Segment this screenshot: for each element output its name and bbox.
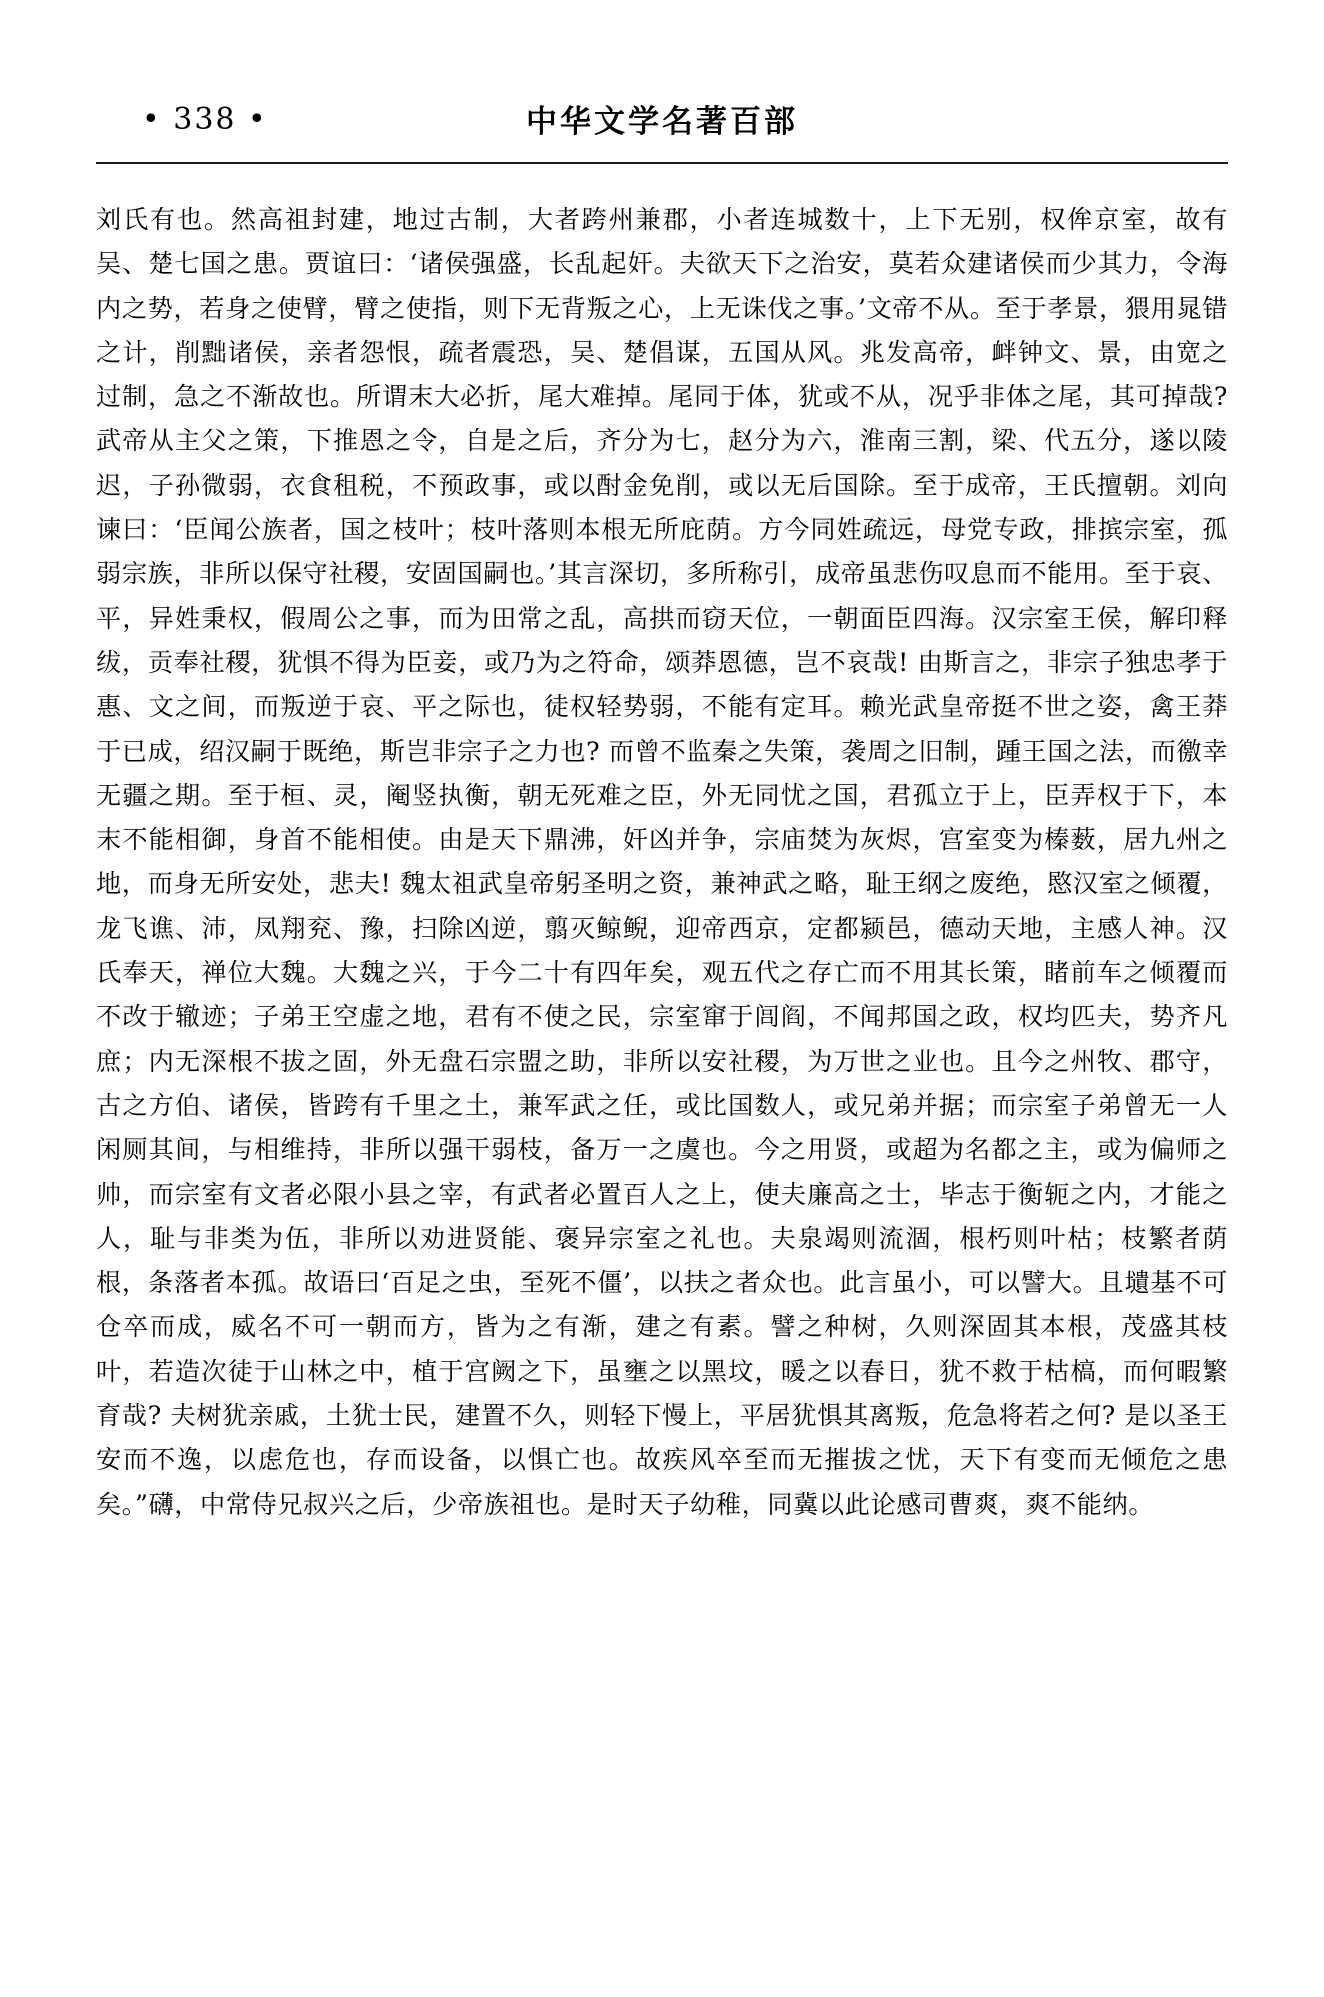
header-divider	[96, 162, 1228, 164]
body-paragraph: 刘氏有也。然高祖封建，地过古制，大者跨州兼郡，小者连城数十，上下无别，权侔京室，故有吴、楚七国之患。贾谊曰：‘诸侯强盛，长乱起奸。夫欲天下之治安，莫若众建诸侯而少其力，令海内之势，若身之使臂，臂之使指，则下无背叛之心，上无诛伐之事。’文帝不从。至于孝景，猥用晁错之计，削黜诸侯，亲者怨恨，疏者震恐，吴、楚倡谋，五国从风。兆发高帝，衅钟文、景，由宽之过制，急之不渐故也。所谓末大必折，尾大难掉。尾同于体，犹或不从，况乎非体之尾，其可掉哉? 武帝从主父之策，下推恩之令，自是之后，齐分为七，赵分为六，淮南三割，梁、代五分，遂以陵迟，子孙微弱，衣食租税，不预政事，或以酎金免削，或以无后国除。至于成帝，王氏擅朝。刘向谏曰：‘臣闻公族者，国之枝叶；枝叶落则本根无所庇荫。方今同姓疏远，母党专政，排摈宗室，孤弱宗族，非所以保守社稷，安固国嗣也。’其言深切，多所称引，成帝虽悲伤叹息而不能用。至于哀、平，异姓秉权，假周公之事，而为田常之乱，高拱而窃天位，一朝面臣四海。汉宗室王侯，解印释绂，贡奉社稷，犹惧不得为臣妾，或乃为之符命，颂莽恩德，岂不哀哉! 由斯言之，非宗子独忠孝于惠、文之间，而叛逆于哀、平之际也，徒权轻势弱，不能有定耳。赖光武皇帝挺不世之姿，禽王莽于已成，绍汉嗣于既绝，斯岂非宗子之力也? 而曾不监秦之失策，袭周之旧制，踵王国之法，而徼幸无疆之期。至于桓、灵，阉竖执衡，朝无死难之臣，外无同忧之国，君孤立于上，臣弄权于下，本末不能相御，身首不能相使。由是天下鼎沸，奸凶并争，宗庙焚为灰烬，宫室变为榛薮，居九州之地，而身无所安处，悲夫! 魏太祖武皇帝躬圣明之资，兼神武之略，耻王纲之废绝，愍汉室之倾覆，龙飞谯、沛，凤翔兖、豫，扫除凶逆，翦灭鲸鲵，迎帝西京，定都颍邑，德动天地，主感人神。汉氏奉天，禅位大魏。大魏之兴，于今二十有四年矣，观五代之存亡而不用其长策，睹前车之倾覆而不改于辙迹；子弟王空虚之地，君有不使之民，宗室窜于闾阎，不闻邦国之政，权均匹夫，势齐凡庶；内无深根不拔之固，外无盘石宗盟之助，非所以安社稷，为万世之业也。且今之州牧、郡守，古之方伯、诸侯，皆跨有千里之土，兼军武之任，或比国数人，或兄弟并据；而宗室子弟曾无一人闲厕其间，与相维持，非所以强干弱枝，备万一之虞也。今之用贤，或超为名都之主，或为偏师之帅，而宗室有文者必限小县之宰，有武者必置百人之上，使夫廉高之士，毕志于衡轭之内，才能之人，耻与非类为伍，非所以劝进贤能、褒异宗室之礼也。夫泉竭则流涸，根朽则叶枯；枝繁者荫根，条落者本孤。故语曰‘百足之虫，至死不僵’，以扶之者众也。此言虽小，可以譬大。且壝基不可仓卒而成，威名不可一朝而方，皆为之有渐，建之有素。譬之种树，久则深固其本根，茂盛其枝叶，若造次徒于山林之中，植于宫阙之下，虽壅之以黑坟，暖之以春日，犹不救于枯槁，而何暇繁育哉? 夫树犹亲戚，土犹士民，建置不久，则轻下慢上，平居犹惧其离叛，危急将若之何? 是以圣王安而不逸，以虑危也，存而设备，以惧亡也。故疾风卒至而无摧拔之忧，天下有变而无倾危之患矣。”礴，中常侍兄叔兴之后，少帝族祖也。是时天子幼稚，同冀以此论感司曹爽，爽不能纳。	[96, 205, 1228, 1519]
body-text	[96, 198, 1228, 1527]
book-title: 中华文学名著百部	[526, 104, 798, 140]
page-header	[96, 96, 1228, 158]
page-number: • 338 •	[142, 102, 268, 137]
page-header-inner	[96, 96, 1228, 152]
